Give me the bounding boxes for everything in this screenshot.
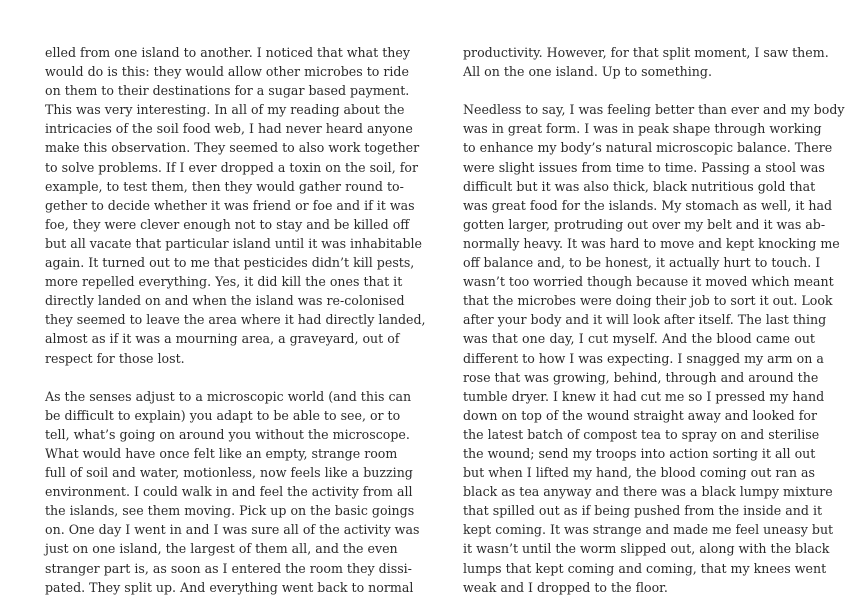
text-line: that the microbes were doing their job to sort it out. Look — [463, 293, 833, 309]
text-line: was great food for the islands. My stomach as well, it had — [463, 197, 833, 213]
text-line: more repelled everything. Yes, it did kill the ones that it — [45, 274, 403, 290]
text-line: This was very interesting. In all of my reading about the — [45, 102, 405, 118]
text-line: gotten larger, protruding out over my belt and it was ab- — [463, 216, 826, 232]
text-line: stranger part is, as soon as I entered the room they dissi- — [45, 560, 412, 576]
text-line: elled from one island to another. I noticed that what they — [45, 45, 410, 60]
text-line: directly landed on and when the island was re-colonised — [45, 293, 405, 309]
text-line: gether to decide whether it was friend or foe and if it was — [45, 197, 415, 213]
text-line: Needless to say, I was feeling better than ever and my body — [463, 102, 845, 118]
text-line: almost as if it was a mourning area, a graveyard, out of — [45, 331, 400, 347]
text-line: rose that was growing, behind, through and around the — [463, 369, 819, 385]
text-line: be difficult to explain) you adapt to be able to see, or to — [45, 407, 401, 423]
text-line: foe, they were clever enough not to stay and be killed off — [45, 216, 410, 232]
text-line: to solve problems. If I ever dropped a toxin on the soil, for — [45, 159, 418, 175]
text-line: weak and I dropped to the floor. — [463, 579, 668, 595]
paragraph — [45, 43, 426, 368]
left-page — [45, 43, 426, 597]
text-line: difficult but it was also thick, black nutritious gold that — [463, 178, 816, 194]
right-page — [463, 43, 845, 597]
text-line: that spilled out as if being pushed from the inside and it — [463, 503, 823, 519]
text-line: full of soil and water, motionless, now feels like a buzzing — [45, 465, 413, 481]
text-line: were slight issues from time to time. Passing a stool was — [463, 159, 825, 175]
text-line: wasn’t too worried though because it moved which meant — [463, 274, 834, 290]
text-line: the islands, see them moving. Pick up on the basic goings — [45, 503, 415, 519]
text-line: respect for those lost. — [45, 350, 185, 366]
paragraph — [45, 387, 420, 597]
text-line: would do is this: they would allow other microbes to ride — [45, 64, 409, 80]
text-line: tell, what’s going on around you without the microscope. — [45, 426, 410, 442]
text-line: on. One day I went in and I was sure all of the activity was — [45, 522, 420, 538]
text-line: example, to test them, then they would gather round to- — [45, 178, 404, 194]
paragraph-gap — [45, 368, 397, 387]
text-line: again. It turned out to me that pesticides didn’t kill pests, — [45, 255, 415, 271]
paragraph — [463, 43, 829, 81]
text-line: make this observation. They seemed to also work together — [45, 140, 420, 156]
text-line: What would have once felt like an empty, strange room — [45, 445, 398, 461]
text-line: As the senses adjust to a microscopic world (and this can — [45, 388, 412, 404]
text-line: the latest batch of compost tea to spray on and sterilise — [463, 426, 820, 442]
text-line: tumble dryer. I knew it had cut me so I pressed my hand — [463, 388, 825, 404]
text-line: but all vacate that particular island until it was inhabitable — [45, 235, 423, 251]
text-line: lumps that kept coming and coming, that my knees went — [463, 560, 827, 576]
text-line: black as tea anyway and there was a black lumpy mixture — [463, 484, 833, 500]
text-line: normally heavy. It was hard to move and kept knocking me — [463, 235, 840, 251]
text-line: just on one island, the largest of them all, and the even — [45, 541, 398, 557]
text-line: the wound; send my troops into action sorting it all out — [463, 445, 816, 461]
text-line: down on top of the wound straight away and looked for — [463, 407, 817, 423]
text-line: but when I lifted my hand, the blood coming out ran as — [463, 465, 815, 481]
text-line: after your body and it will look after itself. The last thing — [463, 312, 827, 328]
text-line: different to how I was expecting. I snagged my arm on a — [463, 350, 824, 366]
paragraph — [463, 100, 845, 596]
text-line: pated. They split up. And everything went back to normal — [45, 579, 414, 595]
text-line: they seemed to leave the area where it had directly landed, — [45, 312, 426, 328]
text-line: was in great form. I was in peak shape through working — [463, 121, 822, 137]
text-line: on them to their destinations for a sugar based payment. — [45, 83, 410, 99]
text-line: environment. I could walk in and feel the activity from all — [45, 484, 413, 500]
text-line: productivity. However, for that split moment, I saw them. — [463, 45, 829, 60]
text-line: was that one day, I cut myself. And the blood came out — [463, 331, 815, 347]
text-line: All on the one island. Up to something. — [463, 64, 712, 80]
text-line: kept coming. It was strange and made me feel uneasy but — [463, 522, 834, 538]
paragraph-gap — [463, 81, 815, 100]
text-line: intricacies of the soil food web, I had never heard anyone — [45, 121, 413, 137]
text-line: to enhance my body’s natural microscopic balance. There — [463, 140, 833, 156]
text-line: it wasn’t until the worm slipped out, along with the black — [463, 541, 830, 557]
text-line: off balance and, to be honest, it actually hurt to touch. I — [463, 255, 821, 271]
